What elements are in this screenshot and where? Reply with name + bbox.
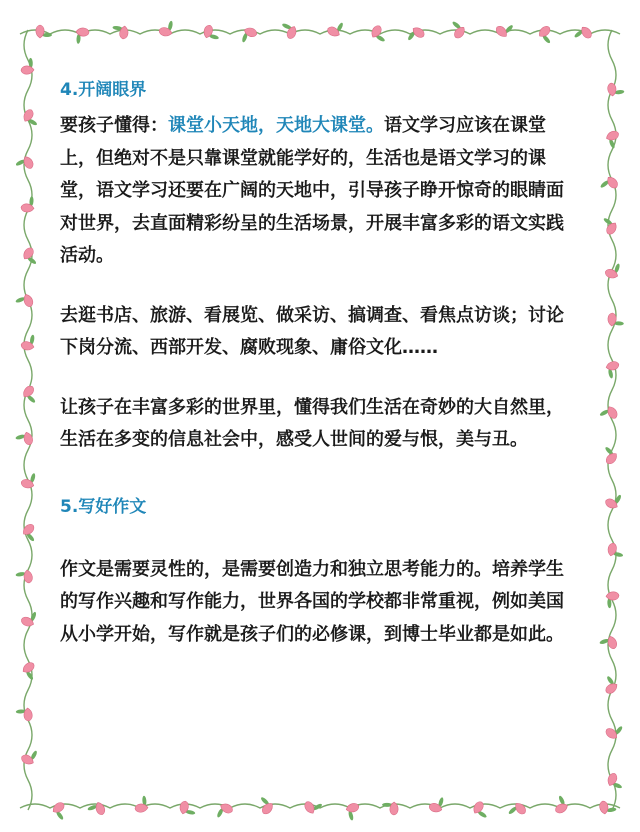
flower-icon [604,490,623,510]
flower-icon [599,445,620,466]
section-4-heading: 4.开阔眼界 [60,80,147,100]
flower-icon [36,25,52,38]
flower-icon [382,802,398,815]
flower-icon [20,471,37,490]
flower-icon [20,333,36,351]
flower-icon [428,794,445,813]
flower-icon [179,800,197,816]
flower-icon [369,24,390,44]
flower-icon [20,608,38,628]
article-body [60,70,580,651]
flower-icon [21,661,41,682]
flower-icon [254,795,275,816]
flower-icon [606,772,626,790]
section-5-heading: 5.写好作文 [60,496,147,517]
flower-icon [604,260,622,279]
flower-icon [537,24,557,45]
highlight-motto: 课堂小天地，天地大课堂。 [168,115,384,136]
section-4-paragraph-3: 让孩子在丰富多彩的世界里，懂得我们生活在奇妙的大自然里，生活在多变的信息社会中，感受人世间的爱与恨，美与丑。 [60,396,564,450]
flower-icon [605,129,623,149]
section-5-paragraph-1: 作文是需要灵性的，是需要创造力和独立思考能力的。培养学生的写作兴趣和写作能力，世界各国的学校都非常重视，例如美国从小学开始，写作就是孩子们的必修课，到博士毕业都是如此。 [60,558,564,645]
flower-icon [202,24,221,41]
flower-icon [303,796,324,815]
flower-icon [599,405,619,424]
flower-icon [494,19,515,40]
flower-icon [134,796,148,813]
flower-icon [75,27,89,44]
flower-icon [15,431,34,448]
flower-icon [158,19,174,37]
flower-icon [471,800,492,820]
paragraph-lead: 要孩子懂得： [60,115,168,136]
paragraph-rest: 语文学习应该在课堂上，但绝对不是只靠课堂就能学好的，生活也是语文学习的课堂，语文学习还要在广阔的天地中，引导孩子睁开惊奇的眼睛面对世界，去直面精彩纷呈的生活场景，开展丰富多彩的语文实践活动。 [60,115,564,266]
flower-icon [240,26,258,46]
flower-icon [20,746,39,766]
flower-icon [16,708,33,722]
flower-icon [326,18,345,38]
section-4-paragraph-1 [60,110,580,273]
flower-icon [605,360,621,379]
section-4-paragraph-2: 去逛书店、旅游、看展览、做采访、搞调查、看焦点访谈；讨论下岗分流、西部开发、腐败现象、庸俗文化…… [60,304,564,358]
flower-icon [606,592,620,609]
flower-icon [573,25,594,45]
flower-icon [406,25,426,46]
flower-icon [21,196,35,213]
